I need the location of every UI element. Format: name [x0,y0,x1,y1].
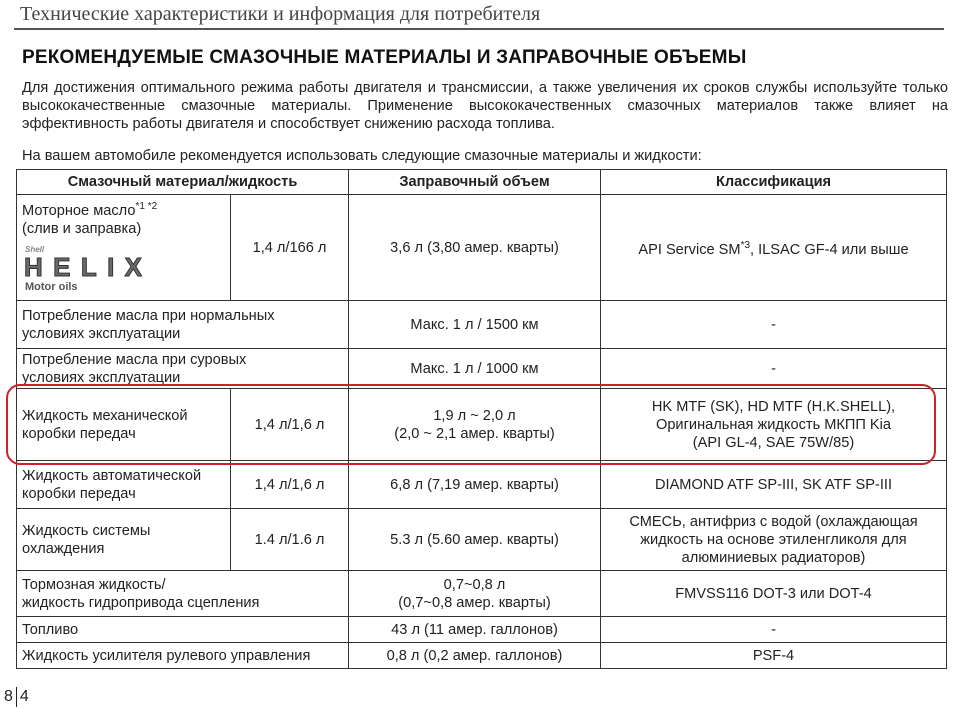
class-line: Оригинальная жидкость МКПП Kia [655,416,892,433]
page-header [14,2,944,30]
material-name-line: Топливо [22,621,79,638]
class-main: API Service SM [638,241,741,258]
class-line: PSF-4 [752,647,795,664]
material-cell [17,617,349,643]
material-footnote: *1 *2 [135,201,158,212]
volume-line: (2,0 ~ 2,1 амер. кварты) [394,425,555,442]
class-line: жидкость на основе этиленгликоля для [640,531,907,548]
header-volume: Заправочный объем [349,170,601,195]
volume-line: 1,9 л ~ 2,0 л [433,407,516,424]
material-name-line: условиях эксплуатации [22,325,181,342]
variant-cell: 1,4 л/1,6 л [231,389,349,461]
table-row [17,571,947,617]
logo-brand-small: Shell [25,244,45,254]
class-cell [601,509,947,571]
volume-cell [349,509,601,571]
variant-cell: 1,4 л/1,6 л [231,461,349,509]
class-line: DIAMOND ATF SP-III, SK ATF SP-III [654,476,893,493]
material-name-line: Потребление масла при суровых [22,351,247,368]
lubricants-table [16,169,947,669]
material-name-line: Жидкость системы [22,522,151,539]
logo-sub: Motor oils [25,280,78,293]
material-cell [17,643,349,669]
header-title: Технические характеристики и информация для потребителя [20,3,541,25]
class-line: HK MTF (SK), HD MTF (H.K.SHELL), [651,398,896,415]
class-line: - [771,621,776,638]
table-row [17,643,947,669]
volume-line: 0,7~0,8 л [443,576,506,593]
page-number-divider [16,687,17,707]
class-cell [601,389,947,461]
table-row [17,509,947,571]
class-cell [601,643,947,669]
logo-brand: HELIX [24,251,142,282]
lead-text: На вашем автомобиле рекомендуется использовать следующие смазочные материалы и жидкости: [22,148,702,164]
volume-cell [349,195,601,301]
material-cell [17,349,349,389]
volume-line: 43 л (11 амер. галлонов) [391,621,558,638]
volume-line: 3,6 л (3,80 амер. кварты) [390,239,559,256]
material-name-line: Жидкость автоматической [22,467,202,484]
volume-cell [349,389,601,461]
table-row [17,195,947,301]
class-line: FMVSS116 DOT-3 или DOT-4 [675,585,872,602]
material-name-line: коробки передач [22,425,136,442]
table-row [17,617,947,643]
class-line: - [771,360,776,377]
page-number [4,687,29,707]
volume-line: (0,7~0,8 амер. кварты) [398,594,551,611]
volume-line: 0,8 л (0,2 амер. галлонов) [386,647,563,664]
class-line: (API GL-4, SAE 75W/85) [692,434,855,451]
shell-helix-logo [24,242,146,294]
volume-cell [349,461,601,509]
section-title: РЕКОМЕНДУЕМЫЕ СМАЗОЧНЫЕ МАТЕРИАЛЫ И ЗАПРАВОЧНЫЕ ОБЪЕМЫ [22,47,747,68]
header-material: Смазочный материал/жидкость [17,170,349,195]
table-row [17,301,947,349]
material-name-line: условиях эксплуатации [22,369,181,386]
class-cell [601,301,947,349]
material-cell [17,301,349,349]
volume-cell [349,617,601,643]
material-cell [17,571,349,617]
class-line: алюминиевых радиаторов) [681,549,866,566]
material-cell [17,509,231,571]
table-row [17,349,947,389]
table-row [17,461,947,509]
material-name-line: охлаждения [22,540,105,557]
material-name-line: Жидкость усилителя рулевого управления [22,647,311,664]
volume-line: Макс. 1 л / 1000 км [410,360,539,377]
volume-cell [349,349,601,389]
material-name-line: жидкость гидропривода сцепления [22,594,260,611]
intro-paragraph: Для достижения оптимального режима работы двигателя и трансмиссии, а также увеличения их сроков службы используйте только высококачественные смазочные материалы. Применение высококачественных смазочных материалов также влияет на эффективность работы двигателя и способствует снижению расхода топлива. [22,80,948,132]
volume-line: 5.3 л (5.60 амер. кварты) [390,531,559,548]
table-row [17,389,947,461]
class-rest: , ILSAC GF-4 или выше [750,241,909,258]
material-name-line: Жидкость механической [22,407,188,424]
class-cell [601,349,947,389]
page-index: 4 [19,688,29,706]
page-section: 8 [4,688,13,706]
table-header-row [17,170,947,195]
volume-cell [349,571,601,617]
header-classification: Классификация [601,170,947,195]
material-cell [17,389,231,461]
volume-line: 6,8 л (7,19 амер. кварты) [390,476,559,493]
material-name-line: Потребление масла при нормальных [22,307,275,324]
volume-line: Макс. 1 л / 1500 км [410,316,539,333]
material-name-line: Моторное масло [22,202,136,219]
class-cell [601,461,947,509]
volume-cell [349,301,601,349]
volume-cell [349,643,601,669]
class-cell [601,195,947,301]
material-cell [17,195,231,301]
class-line: - [771,316,776,333]
material-cell [17,461,231,509]
class-line: СМЕСЬ, антифриз с водой (охлаждающая [629,513,918,530]
material-name-line: коробки передач [22,485,136,502]
class-cell [601,571,947,617]
material-name-line: (слив и заправка) [22,220,142,237]
class-footnote: *3 [740,239,751,251]
material-name-line: Тормозная жидкость/ [22,576,166,593]
variant-cell: 1.4 л/1.6 л [231,509,349,571]
class-cell [601,617,947,643]
variant-cell: 1,4 л/166 л [231,195,349,301]
